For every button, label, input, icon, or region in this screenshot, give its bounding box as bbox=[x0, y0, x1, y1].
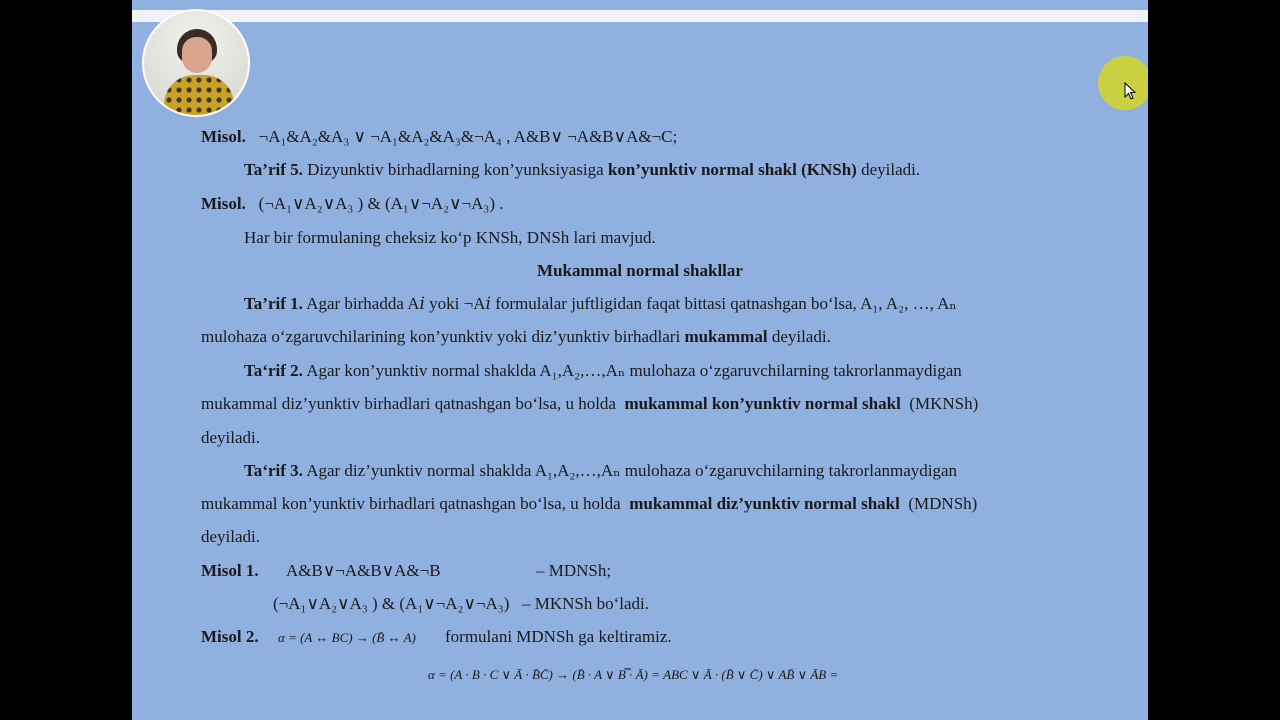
definition-3-end: deyiladi. bbox=[201, 527, 261, 546]
example-line-2: Misol. (¬A₁∨A₂∨A₃ ) & (A₁∨¬A₂∨¬A₃) . bbox=[201, 194, 504, 213]
example-2-derivation: α = (A · B · C ∨ Ā · B̄C̄) → (B̄ · A ∨ B̿ · Ā) = ABC ∨ Ā · (B̄ ∨ C̄) ∨ AB̄ ∨ ĀB = bbox=[428, 667, 839, 682]
slide-top-bar bbox=[132, 10, 1148, 22]
definition-2-cont: mukammal diz’yunktiv birhadlari qatnashgan bo‘lsa, u holda mukammal kon’yunktiv normal shakl (MKNSh) bbox=[201, 394, 979, 413]
note-line: Har bir formulaning cheksiz ko‘p KNSh, DNSh lari mavjud. bbox=[244, 228, 656, 247]
example-2-text: formulani MDNSh ga keltiramiz. bbox=[445, 627, 672, 646]
example-1-formula-2: (¬A₁∨A₂∨A₃ ) & (A₁∨¬A₂∨¬A₃) bbox=[273, 594, 510, 613]
slide bbox=[132, 0, 1148, 720]
definition-3-cont: mukammal kon’yunktiv birhadlari qatnashgan bo‘lsa, u holda mukammal diz’yunktiv normal shakl (MDNSh) bbox=[201, 494, 978, 513]
definition-2: Ta‘rif 2. Agar kon’yunktiv normal shaklda A₁,A₂,…,Aₙ mulohaza o‘zgaruvchilarning takrorlanmaydigan bbox=[244, 361, 962, 380]
definition-2-end: deyiladi. bbox=[201, 428, 261, 447]
section-heading: Mukammal normal shakllar bbox=[537, 261, 743, 280]
example-1: Misol 1. bbox=[201, 561, 259, 580]
example-1-result-2: – MKNSh bo‘ladi. bbox=[522, 594, 650, 613]
example-line-1 bbox=[201, 127, 677, 147]
example-1-result: – MDNSh; bbox=[536, 561, 612, 580]
example-formula: ¬A₁&A₂&A₃ ∨ ¬A₁&A₂&A₃&¬A₄ , A&B∨ ¬A&B∨A&¬C; bbox=[258, 127, 678, 146]
example-2-formula: α = (A ↔ BC) → (B̄ ↔ A) bbox=[278, 630, 416, 645]
definition-3: Ta‘rif 3. Agar diz’yunktiv normal shaklda A₁,A₂,…,Aₙ mulohaza o‘zgaruvchilarning takrorlanmaydigan bbox=[244, 461, 958, 480]
cursor-arrow-icon bbox=[1124, 82, 1136, 100]
cursor-highlight bbox=[1098, 56, 1148, 110]
example-label: Misol. bbox=[201, 127, 246, 146]
definition-5: Ta’rif 5. Dizyunktiv birhadlarning kon’yunksiyasiga kon’yunktiv normal shakl (KNSh) deyiladi. bbox=[244, 160, 921, 179]
example-1-formula: A&B∨¬A&B∨A&¬B bbox=[286, 561, 441, 580]
definition-1-cont: mulohaza o‘zgaruvchilarining kon’yunktiv yoki diz’yunktiv birhadlari mukammal deyiladi. bbox=[201, 327, 831, 346]
definition-1: Ta’rif 1. Agar birhadda A𝑖 yoki ¬A𝑖 formulalar juftligidan faqat bittasi qatnashgan bo‘lsa, A₁, A₂, …, Aₙ bbox=[244, 294, 957, 313]
example-2: Misol 2. bbox=[201, 627, 259, 646]
webcam-overlay bbox=[142, 9, 250, 117]
